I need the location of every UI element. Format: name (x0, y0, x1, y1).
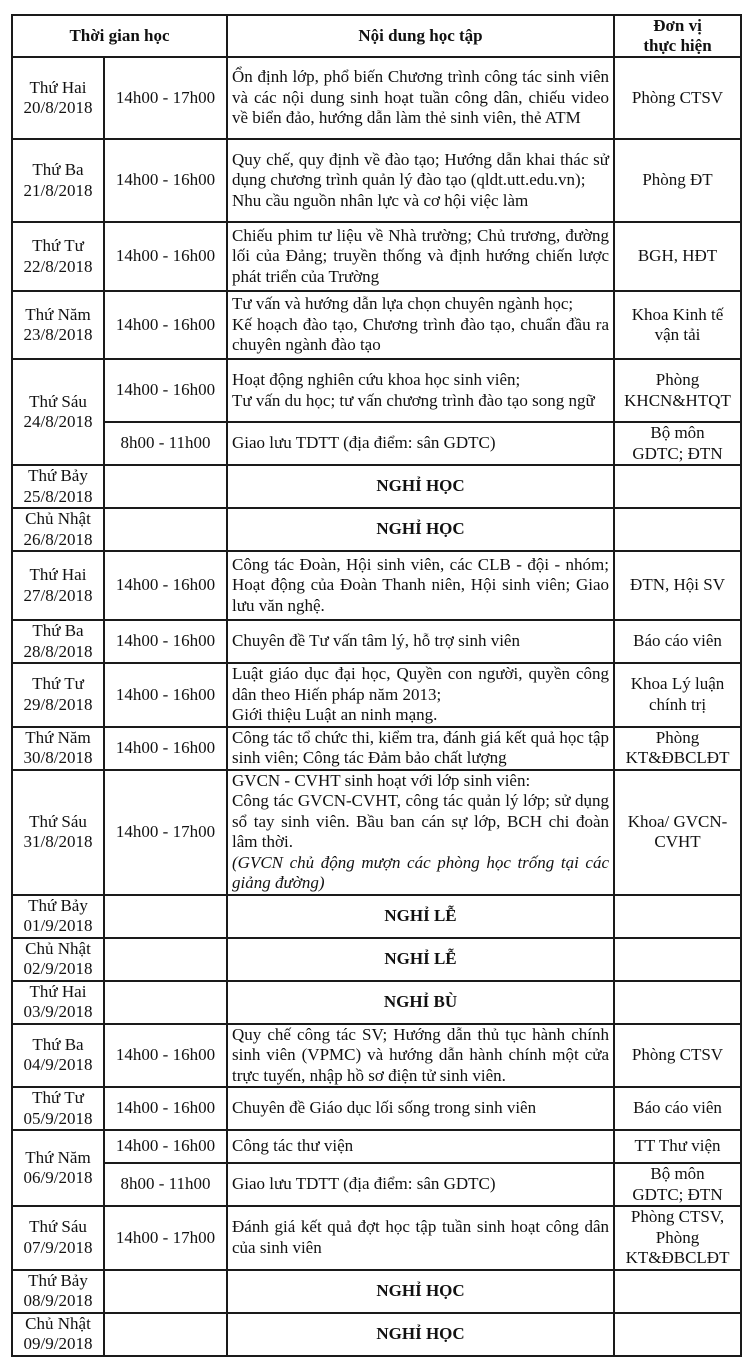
date: 28/8/2018 (23, 641, 93, 661)
table-row (12, 359, 741, 422)
day-off-label: NGHỈ BÙ (227, 981, 614, 1024)
day-cell (12, 508, 104, 551)
day-cell (12, 620, 104, 663)
day-cell (12, 1270, 104, 1313)
content-cell (227, 222, 614, 291)
unit-cell (614, 1024, 741, 1088)
unit-cell (614, 551, 741, 620)
day-cell (12, 663, 104, 727)
content-cell (227, 770, 614, 895)
content-cell (227, 727, 614, 770)
header-unit-line2: thực hiện (643, 36, 712, 55)
unit-line: GDTC; ĐTN (632, 443, 723, 463)
unit-cell (614, 1087, 741, 1130)
table-row (12, 770, 741, 895)
time-cell (104, 465, 227, 508)
unit-line: chính trị (648, 694, 707, 714)
content-cell (227, 359, 614, 422)
time-cell: 14h00 - 16h00 (104, 1087, 227, 1130)
header-unit-line1: Đơn vị (653, 16, 702, 35)
unit-line: Bộ môn (650, 1164, 705, 1183)
date: 31/8/2018 (23, 832, 93, 851)
weekday: Chủ Nhật (25, 938, 91, 958)
unit-cell (614, 895, 741, 938)
unit-cell (614, 727, 741, 770)
content-cell (227, 620, 614, 663)
weekday: Chủ Nhật (25, 509, 91, 528)
table-row (12, 1206, 741, 1270)
day-cell (12, 465, 104, 508)
time-cell (104, 508, 227, 551)
date: 09/9/2018 (23, 1334, 93, 1353)
content-line: Nhu cầu nguồn nhân lực và cơ hội việc làm (232, 190, 529, 210)
unit-line: Phòng ĐT (642, 170, 713, 190)
day-cell (12, 1024, 104, 1088)
unit-cell (614, 291, 741, 359)
unit-cell (614, 1313, 741, 1356)
day-off-label: NGHỈ LỄ (227, 938, 614, 981)
time-cell (104, 895, 227, 938)
day-cell (12, 770, 104, 895)
day-cell (12, 359, 104, 465)
unit-cell (614, 359, 741, 422)
date: 22/8/2018 (23, 256, 93, 276)
day-cell (12, 1087, 104, 1130)
weekday: Thứ Hai (29, 77, 87, 97)
unit-line: Phòng CTSV (631, 1045, 724, 1064)
unit-line: Khoa Kinh tế (631, 304, 724, 324)
header-time: Thời gian học (12, 15, 227, 57)
day-cell (12, 1130, 104, 1206)
content-line: Giao lưu TDTT (địa điểm: sân GDTC) (232, 433, 496, 453)
unit-cell (614, 770, 741, 895)
weekday: Thứ Bảy (28, 895, 88, 915)
content-cell (227, 1130, 614, 1163)
unit-line: Khoa Lý luận (630, 674, 725, 694)
unit-cell (614, 938, 741, 981)
weekday: Thứ Tư (32, 674, 84, 694)
unit-cell (614, 1163, 741, 1206)
date: 08/9/2018 (23, 1291, 93, 1310)
unit-line: ĐTN, Hội SV (630, 575, 725, 595)
time-cell (104, 981, 227, 1024)
content-line: Quy chế, quy định về đào tạo; Hướng dẫn khai thác sử dụng chương trình quản lý đào tạo (qldt.utt.edu.vn); (232, 149, 610, 190)
day-cell (12, 551, 104, 620)
date: 24/8/2018 (23, 412, 93, 431)
time-cell: 14h00 - 16h00 (104, 551, 227, 620)
table-row (12, 465, 741, 508)
header-content: Nội dung học tập (227, 15, 614, 57)
content-line: Luật giáo dục đại học, Quyền con người, quyền công dân theo Hiến pháp năm 2013; (232, 664, 610, 704)
content-line: Chuyên đề Tư vấn tâm lý, hỗ trợ sinh viên (232, 631, 520, 651)
unit-cell (614, 422, 741, 465)
weekday: Thứ Sáu (29, 1217, 87, 1237)
time-cell: 14h00 - 17h00 (104, 770, 227, 895)
date: 23/8/2018 (23, 325, 93, 344)
content-line: Chuyên đề Giáo dục lối sống trong sinh viên (232, 1098, 537, 1118)
time-cell: 8h00 - 11h00 (104, 1163, 227, 1206)
day-off-label: NGHỈ HỌC (227, 465, 614, 508)
content-line: Giao lưu TDTT (địa điểm: sân GDTC) (232, 1174, 496, 1194)
weekday: Thứ Ba (32, 1034, 84, 1054)
table-row (12, 1024, 741, 1088)
weekday: Thứ Ba (32, 621, 84, 640)
weekday: Thứ Hai (29, 981, 87, 1001)
table-row (12, 1130, 741, 1163)
date: 02/9/2018 (23, 959, 93, 978)
table-row (12, 895, 741, 938)
unit-cell (614, 1206, 741, 1270)
content-line: Công tác tổ chức thi, kiểm tra, đánh giá kết quả học tập sinh viên; Công tác Đảm bảo chất lượng (232, 727, 610, 767)
unit-line: BGH, HĐT (637, 246, 718, 266)
time-cell (104, 1313, 227, 1356)
date: 27/8/2018 (23, 585, 93, 605)
header-row (12, 15, 741, 57)
date: 03/9/2018 (23, 1002, 93, 1021)
time-cell: 8h00 - 11h00 (104, 422, 227, 465)
unit-cell (614, 663, 741, 727)
weekday: Thứ Năm (25, 304, 91, 324)
unit-cell (614, 222, 741, 291)
weekday: Thứ Bảy (28, 1270, 88, 1290)
unit-line: Khoa/ GVCN- (627, 811, 728, 831)
unit-cell (614, 1270, 741, 1313)
time-cell: 14h00 - 16h00 (104, 620, 227, 663)
unit-cell (614, 1130, 741, 1163)
day-cell (12, 1313, 104, 1356)
unit-line: KT&ĐBCLĐT (625, 1248, 730, 1267)
day-cell (12, 222, 104, 291)
content-cell (227, 291, 614, 359)
weekday: Thứ Năm (25, 727, 91, 747)
table-row (12, 139, 741, 222)
unit-cell (614, 465, 741, 508)
time-cell: 14h00 - 17h00 (104, 57, 227, 139)
table-row (12, 1313, 741, 1356)
weekday: Thứ Tư (32, 236, 84, 255)
content-line: GVCN - CVHT sinh hoạt với lớp sinh viên: (232, 770, 531, 790)
time-cell: 14h00 - 16h00 (104, 139, 227, 222)
unit-line: vận tải (654, 325, 701, 344)
time-cell (104, 938, 227, 981)
table-row (12, 291, 741, 359)
table-row (12, 938, 741, 981)
unit-cell (614, 57, 741, 139)
day-off-label: NGHỈ HỌC (227, 508, 614, 551)
day-cell (12, 1206, 104, 1270)
day-off-label: NGHỈ HỌC (227, 1313, 614, 1356)
unit-line: CVHT (654, 832, 701, 851)
table-row (12, 1163, 741, 1206)
unit-line: Báo cáo viên (633, 1098, 722, 1118)
content-cell (227, 663, 614, 727)
time-cell: 14h00 - 16h00 (104, 727, 227, 770)
weekday: Chủ Nhật (25, 1313, 91, 1333)
day-cell (12, 938, 104, 981)
time-cell: 14h00 - 16h00 (104, 291, 227, 359)
content-cell (227, 139, 614, 222)
day-off-label: NGHỈ LỄ (227, 895, 614, 938)
table-row (12, 663, 741, 727)
day-cell (12, 981, 104, 1024)
time-cell: 14h00 - 17h00 (104, 1206, 227, 1270)
unit-line: GDTC; ĐTN (632, 1184, 723, 1204)
date: 20/8/2018 (23, 98, 93, 117)
weekday: Thứ Hai (29, 565, 87, 584)
table-row (12, 222, 741, 291)
unit-line: Phòng CTSV (631, 87, 724, 107)
day-cell (12, 727, 104, 770)
content-line: Tư vấn du học; tư vấn chương trình đào tạo song ngữ (232, 390, 595, 410)
unit-line: Bộ môn (650, 423, 705, 442)
unit-line: Phòng (655, 370, 700, 389)
weekday: Thứ Tư (32, 1088, 84, 1107)
table-row (12, 1270, 741, 1313)
day-cell (12, 57, 104, 139)
content-line: Chiếu phim tư liệu về Nhà trường; Chủ trương, đường lối của Đảng; truyền thống và định hướng chiến lược phát triển của Trường (232, 225, 610, 286)
table-row (12, 727, 741, 770)
weekday: Thứ Sáu (29, 811, 87, 831)
content-line: Công tác GVCN-CVHT, công tác quản lý lớp; sử dụng sổ tay sinh viên. Bầu ban cán sự lớp, BCH chi đoàn lâm thời. (232, 791, 610, 851)
table-row (12, 422, 741, 465)
unit-line: Phòng CTSV, (630, 1207, 725, 1226)
content-line: Kế hoạch đào tạo, Chương trình đào tạo, chuẩn đầu ra chuyên ngành đào tạo (232, 314, 610, 355)
day-off-label: NGHỈ HỌC (227, 1270, 614, 1313)
date: 04/9/2018 (23, 1055, 93, 1075)
unit-cell (614, 620, 741, 663)
time-cell (104, 1270, 227, 1313)
unit-cell (614, 508, 741, 551)
time-cell: 14h00 - 16h00 (104, 359, 227, 422)
weekday: Thứ Bảy (28, 466, 88, 485)
content-line: Giới thiệu Luật an ninh mạng. (232, 705, 438, 724)
header-unit (614, 15, 741, 57)
content-line: Ổn định lớp, phổ biến Chương trình công tác sinh viên và các nội dung sinh hoạt tuần công dân, chiếu video về biển đảo, hướng dẫn làm thẻ sinh viên, thẻ ATM (232, 67, 610, 128)
unit-cell (614, 139, 741, 222)
weekday: Thứ Năm (25, 1147, 91, 1167)
unit-line: Phòng (655, 1227, 700, 1247)
schedule-body (12, 57, 741, 1356)
table-row (12, 551, 741, 620)
time-cell: 14h00 - 16h00 (104, 222, 227, 291)
unit-line: KT&ĐBCLĐT (625, 748, 730, 767)
content-line: Tư vấn và hướng dẫn lựa chọn chuyên ngành học; (232, 294, 574, 314)
table-row (12, 981, 741, 1024)
content-cell (227, 1206, 614, 1270)
unit-line: KHCN&HTQT (624, 390, 731, 410)
date: 06/9/2018 (23, 1168, 93, 1187)
content-note: (GVCN chủ động mượn các phòng học trống tại các giảng đường) (232, 852, 610, 892)
date: 05/9/2018 (23, 1108, 93, 1128)
time-cell: 14h00 - 16h00 (104, 1024, 227, 1088)
date: 26/8/2018 (23, 529, 93, 549)
date: 30/8/2018 (23, 748, 93, 767)
content-cell (227, 422, 614, 465)
weekday: Thứ Ba (32, 160, 84, 179)
content-line: Hoạt động nghiên cứu khoa học sinh viên; (232, 370, 521, 389)
date: 29/8/2018 (23, 694, 93, 714)
orientation-schedule-table (11, 14, 742, 1357)
day-cell (12, 291, 104, 359)
content-cell (227, 551, 614, 620)
time-cell: 14h00 - 16h00 (104, 1130, 227, 1163)
content-cell (227, 1024, 614, 1088)
content-cell (227, 57, 614, 139)
table-row (12, 1087, 741, 1130)
content-line: Công tác thư viện (232, 1136, 354, 1156)
date: 01/9/2018 (23, 916, 93, 935)
table-row (12, 620, 741, 663)
day-cell (12, 139, 104, 222)
table-row (12, 57, 741, 139)
day-cell (12, 895, 104, 938)
unit-cell (614, 981, 741, 1024)
content-line: Công tác Đoàn, Hội sinh viên, các CLB - đội - nhóm; Hoạt động của Đoàn Thanh niên, Hội sinh viên; Giao lưu văn nghệ. (232, 554, 610, 615)
weekday: Thứ Sáu (29, 391, 87, 411)
date: 07/9/2018 (23, 1237, 93, 1257)
date: 21/8/2018 (23, 180, 93, 200)
unit-line: TT Thư viện (634, 1136, 721, 1156)
content-line: Quy chế công tác SV; Hướng dẫn thủ tục hành chính sinh viên (VPMC) và hướng dẫn hành chính một cửa trực tuyến, nhập hồ sơ điện tử sinh viên. (232, 1024, 610, 1085)
content-cell (227, 1087, 614, 1130)
content-cell (227, 1163, 614, 1206)
content-line: Đánh giá kết quả đợt học tập tuần sinh hoạt công dân của sinh viên (232, 1217, 610, 1257)
unit-line: Báo cáo viên (633, 631, 722, 651)
time-cell: 14h00 - 16h00 (104, 663, 227, 727)
unit-line: Phòng (655, 727, 700, 747)
date: 25/8/2018 (23, 486, 93, 506)
table-row (12, 508, 741, 551)
